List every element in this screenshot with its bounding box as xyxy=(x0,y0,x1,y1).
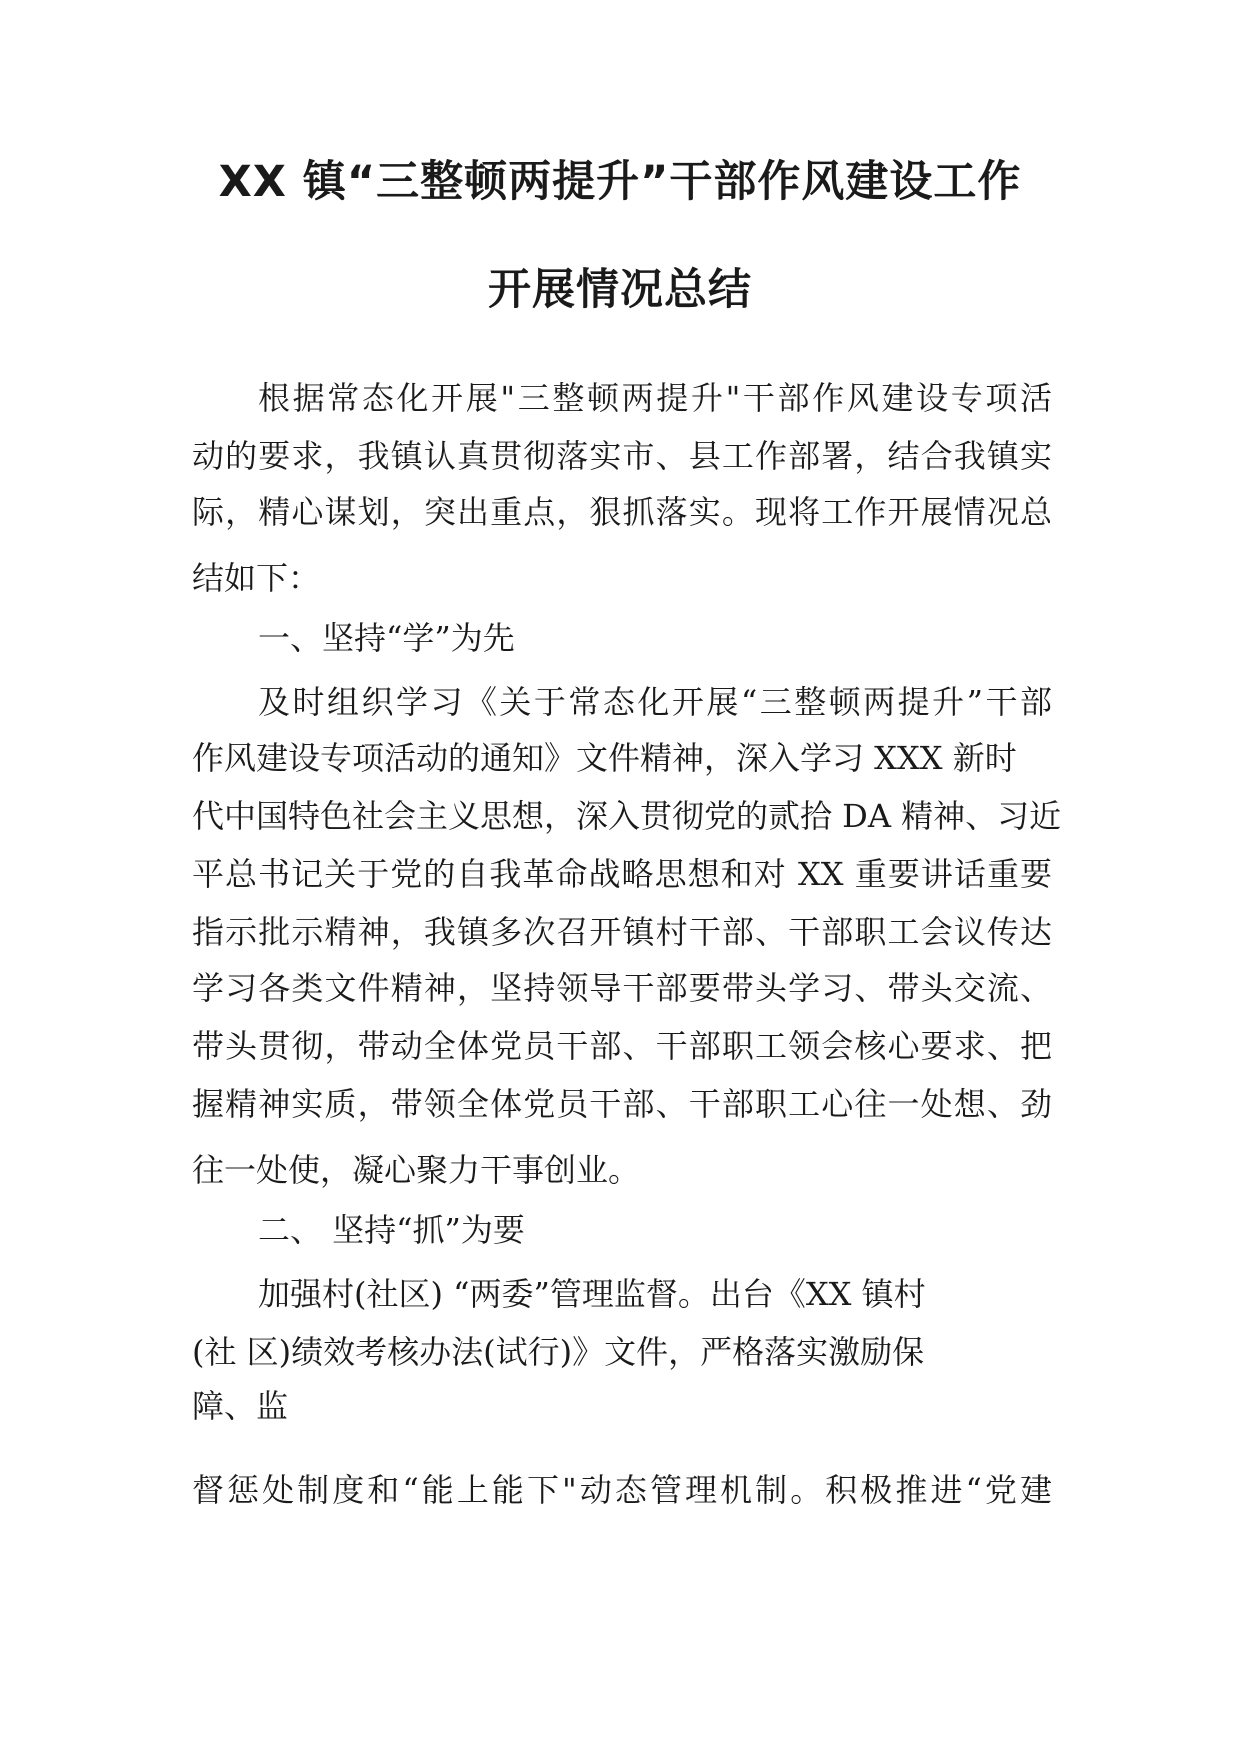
section-2-line-2: (社 区)绩效考核办法(试行)》文件，严格落实激励保 xyxy=(192,1333,925,1371)
section-1-line-4: 平总书记关于党的自我革命战略思想和对 XX 重要讲话重要 xyxy=(192,855,1052,893)
section-2-line-4: 督惩处制度和“能上能下"动态管理机制。积极推进“党建 xyxy=(192,1471,1052,1509)
intro-line-3: 际，精心谋划，突出重点，狠抓落实。现将工作开展情况总 xyxy=(192,493,1052,531)
section-2-line-3: 障、监 xyxy=(192,1387,289,1425)
section-1-line-5: 指示批示精神，我镇多次召开镇村干部、干部职工会议传达 xyxy=(192,913,1052,951)
section-1-line-1: 及时组织学习《关于常态化开展“三整顿两提升”干部 xyxy=(258,683,1052,721)
section-1-heading: 一、坚持“学”为先 xyxy=(258,619,515,657)
section-1-line-6: 学习各类文件精神，坚持领导干部要带头学习、带头交流、 xyxy=(192,969,1052,1007)
section-1-line-2: 作风建设专项活动的通知》文件精神，深入学习 XXX 新时 xyxy=(192,739,1017,777)
section-2-heading: 二、 坚持“抓”为要 xyxy=(258,1211,525,1249)
section-1-line-9: 往一处使，凝心聚力干事创业。 xyxy=(192,1151,641,1189)
document-title-line-2: 开展情况总结 xyxy=(488,265,752,315)
section-1-line-3: 代中国特色社会主义思想，深入贯彻党的贰拾 DA 精神、习近 xyxy=(192,797,1062,835)
intro-line-1: 根据常态化开展"三整顿两提升"干部作风建设专项活 xyxy=(258,379,1052,417)
section-2-line-1: 加强村(社区) “两委”管理监督。出台《XX 镇村 xyxy=(258,1275,926,1313)
section-1-line-7: 带头贯彻，带动全体党员干部、干部职工领会核心要求、把 xyxy=(192,1027,1052,1065)
document-title-line-1: XX 镇“三整顿两提升”干部作风建设工作 xyxy=(218,157,1022,207)
intro-line-2: 动的要求，我镇认真贯彻落实市、县工作部署，结合我镇实 xyxy=(192,437,1052,475)
section-1-line-8: 握精神实质，带领全体党员干部、干部职工心往一处想、劲 xyxy=(192,1085,1052,1123)
intro-line-4: 结如下： xyxy=(192,559,321,597)
